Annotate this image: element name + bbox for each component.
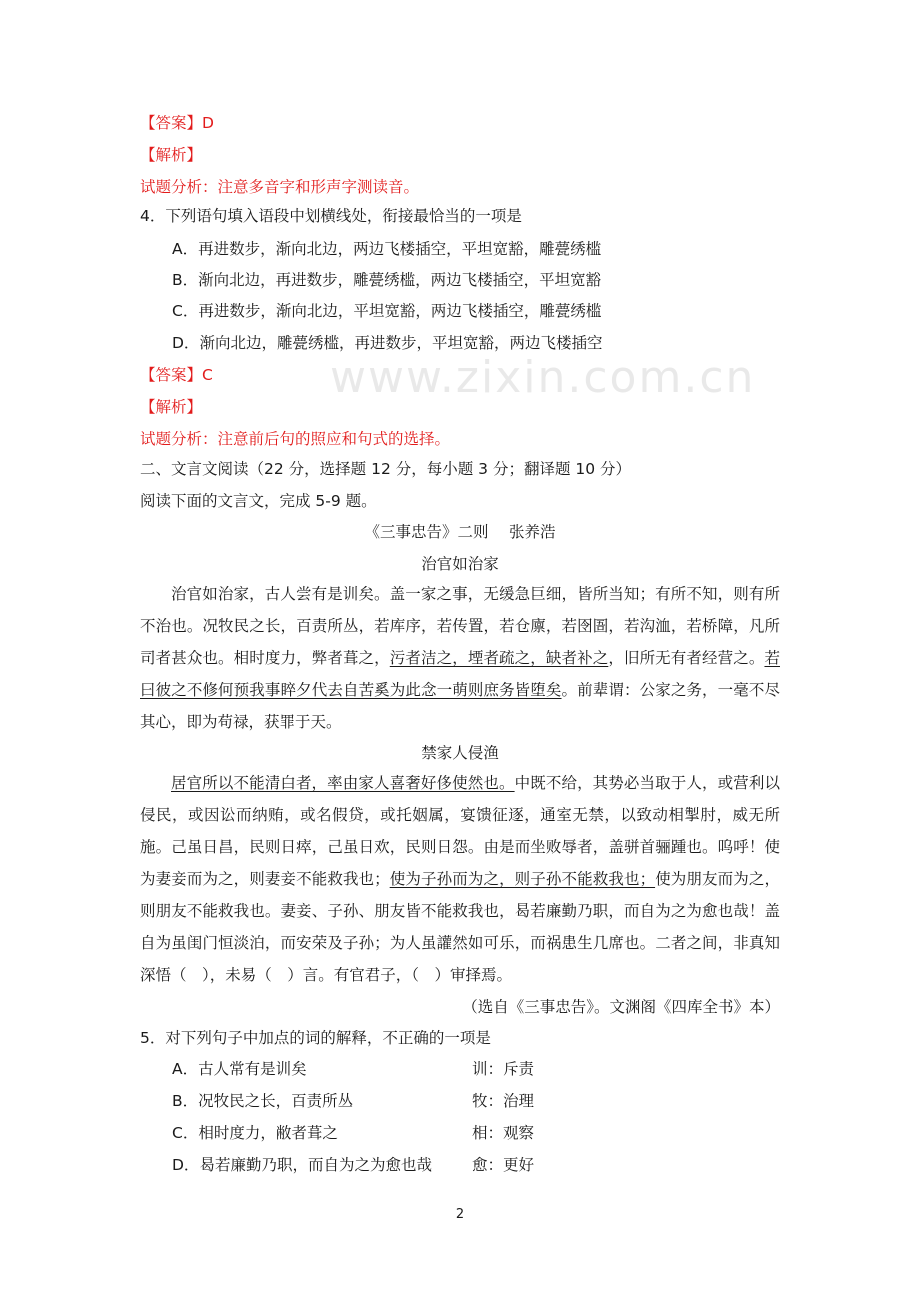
q4-option-b: B．渐向北边，再进数步，雕甍绣槛，两边飞楼插空，平坦宽豁: [172, 271, 602, 289]
q4-analysis-label: 【解析】: [140, 398, 203, 416]
q4-option-d: D．渐向北边，雕甍绣槛，再进数步，平坦宽豁，两边飞楼插空: [172, 334, 603, 352]
answer-value: C: [202, 366, 213, 384]
q5-gloss-d: 愈：更好: [472, 1156, 535, 1174]
q5-option-a: A．古人常有是训矣: [172, 1060, 307, 1078]
passage-paragraph-2: 居官所以不能清白者，率由家人喜奢好侈使然也。中既不给，其势必当取于人，或营利以侵民，或因讼而纳贿，或名假贷，或托姻属，宴馈征逐，通室无禁，以致动相掣肘，威无所施。己虽日昌，民则日瘁，己虽日欢，民则日怨。由是而坐败辱者，盖骈首骊踵也。呜呼！使为妻妾而为之，则妻妾不能救我也；使为子孙而为之，则子孙不能救我也；使为朋友而为之，则朋友不能救我也。妻妾、子孙、朋友皆不能救我也，曷若廉勤乃职，而自为之为愈也哉！盖自为虽闺门恒淡泊，而安荣及子孙；为人虽讙然如可乐，而祸患生几席也。二者之间，非真知深悟（ ），未易（ ）言。有官君子，（ ）审择焉。: [140, 774, 780, 984]
q4-stem: 4．下列语句填入语段中划横线处，衔接最恰当的一项是: [140, 207, 522, 225]
watermark: www.zixin.com.cn: [330, 352, 756, 403]
underlined-sentence: 污者洁之，堙者疏之，缺者补之: [389, 649, 609, 667]
q5-gloss-a: 训：斥责: [472, 1060, 535, 1078]
q3-answer: [140, 112, 214, 134]
answer-label: 【答案】: [140, 114, 203, 132]
passage-source: （选自《三事忠告》。文渊阁《四库全书》本）: [462, 998, 780, 1016]
q4-option-a: A．再进数步，渐向北边，两边飞楼插空，平坦宽豁，雕甍绣槛: [172, 240, 602, 258]
passage-paragraph-1: 治官如治家，古人尝有是训矣。盖一家之事，无缓急巨细，皆所当知；有所不知，则有所不治也。况牧民之长，百责所丛，若库序，若传置，若仓廪，若囹圄，若沟洫，若桥障，凡所司者甚众也。相时度力，弊者葺之，污者洁之，堙者疏之，缺者补之，旧所无有者经营之。若曰彼之不修何预我事睟夕代去自苦奚为此念一萌则庶务皆堕矣。前辈谓：公家之务，一毫不尽其心，即为苟禄，获罪于天。: [140, 585, 780, 731]
q4-analysis-text: 试题分析：注意前后句的照应和句式的选择。: [140, 430, 451, 448]
passage-title: 《三事忠告》二则 张养浩: [364, 523, 556, 541]
passage-subtitle-2: 禁家人侵渔: [421, 744, 499, 762]
q3-analysis-label: 【解析】: [140, 146, 203, 164]
section-heading: 二、文言文阅读（22 分，选择题 12 分，每小题 3 分；翻译题 10 分）: [140, 460, 632, 478]
q4-option-c: C．再进数步，渐向北边，平坦宽豁，两边飞楼插空，雕甍绣槛: [172, 302, 602, 320]
passage-subtitle-1: 治官如治家: [421, 555, 499, 573]
q3-analysis-text: 试题分析：注意多音字和形声字测读音。: [140, 178, 420, 196]
q5-gloss-c: 相：观察: [472, 1124, 535, 1142]
q5-option-b: B．况牧民之长，百责所丛: [172, 1092, 354, 1110]
q5-option-c: C．相时度力，敝者葺之: [172, 1124, 338, 1142]
underlined-sentence: 若曰彼之不修何预我事睟夕代去自苦奚为此念一萌则庶务皆堕矣: [140, 649, 780, 699]
q5-stem: 5．对下列句子中加点的词的解释，不正确的一项是: [140, 1029, 491, 1047]
underlined-sentence: 使为子孙而为之，则子孙不能救我也；: [389, 870, 656, 888]
q4-answer: [140, 364, 213, 386]
page-number: 2: [455, 1207, 465, 1222]
underlined-sentence: 居官所以不能清白者，率由家人喜奢好侈使然也。: [171, 774, 515, 792]
section-instruction: 阅读下面的文言文，完成 5-9 题。: [140, 492, 377, 510]
q5-option-d: D．曷若廉勤乃职，而自为之为愈也哉: [172, 1156, 432, 1174]
answer-label: 【答案】: [140, 366, 203, 384]
q5-gloss-b: 牧：治理: [472, 1092, 535, 1110]
answer-value: D: [202, 114, 214, 132]
